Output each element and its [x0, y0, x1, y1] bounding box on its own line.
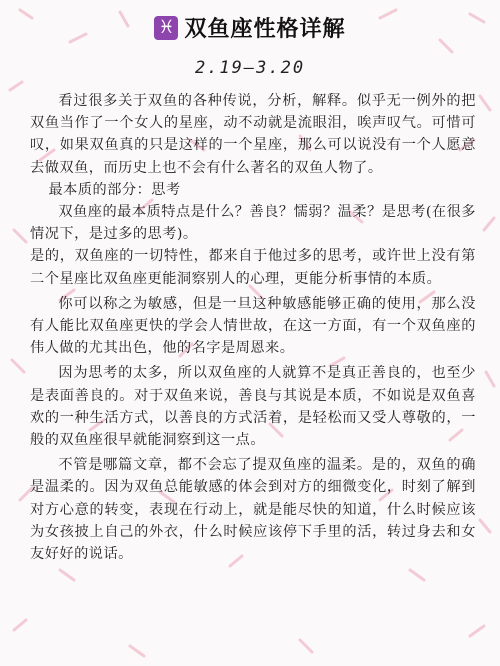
article-body — [30, 90, 476, 565]
paragraph-question: 双鱼座的最本质特点是什么？善良？懦弱？温柔？是思考(在很多情况下，是过多的思考)。 — [30, 204, 476, 243]
paragraph-gentleness: 不管是哪篇文章，都不会忘了提双鱼座的温柔。是的，双鱼的确是温柔的。因为双鱼总能敏感的体会到对方的细微变化，时刻了解到对方心意的转变，表现在行动上，就是能尽快的知道，什么时候应该为女孩披上自己的外衣，什么时候应该停下手里的活，转过身去和女友好好的说话。 — [30, 457, 476, 563]
pisces-icon: ♓ — [154, 16, 178, 40]
paragraph-thinking: 是的，双鱼座的一切特性，都来自于他过多的思考，或许世上没有第二个星座比双鱼座更能洞察别人的心理，更能分析事情的本质。 — [30, 248, 476, 287]
paragraph-intro: 看过很多关于双鱼的各种传说，分析，解释。似乎无一例外的把双鱼当作了一个女人的星座，动不动就是流眼泪，唉声叹气。可惜可叹，如果双鱼真的只是这样的一个星座，那么可以说没有一个人愿意去做双鱼，而历史上也不会有什么著名的双鱼人物了。 — [30, 93, 476, 176]
page-title — [0, 12, 500, 43]
paragraph-kindness: 因为思考的太多，所以双鱼座的人就算不是真正善良的，也至少是表面善良的。对于双鱼来说，善良与其说是本质，不如说是双鱼喜欢的一种生活方式，以善良的方式活着，是轻松而又受人尊敬的，一般的双鱼座很早就能洞察到这一点。 — [30, 365, 476, 449]
title-text: 双鱼座性格详解 — [184, 17, 346, 42]
paragraph-sensitivity: 你可以称之为敏感，但是一旦这种敏感能够正确的使用，那么没有人能比双鱼座更快的学会人情世故，在这一方面，有一个双鱼座的伟人做的尤其出色，他的名字是周恩来。 — [30, 295, 476, 357]
section-heading: 最本质的部分：思考 — [48, 181, 181, 198]
date-range: 2.19—3.20 — [194, 58, 306, 78]
